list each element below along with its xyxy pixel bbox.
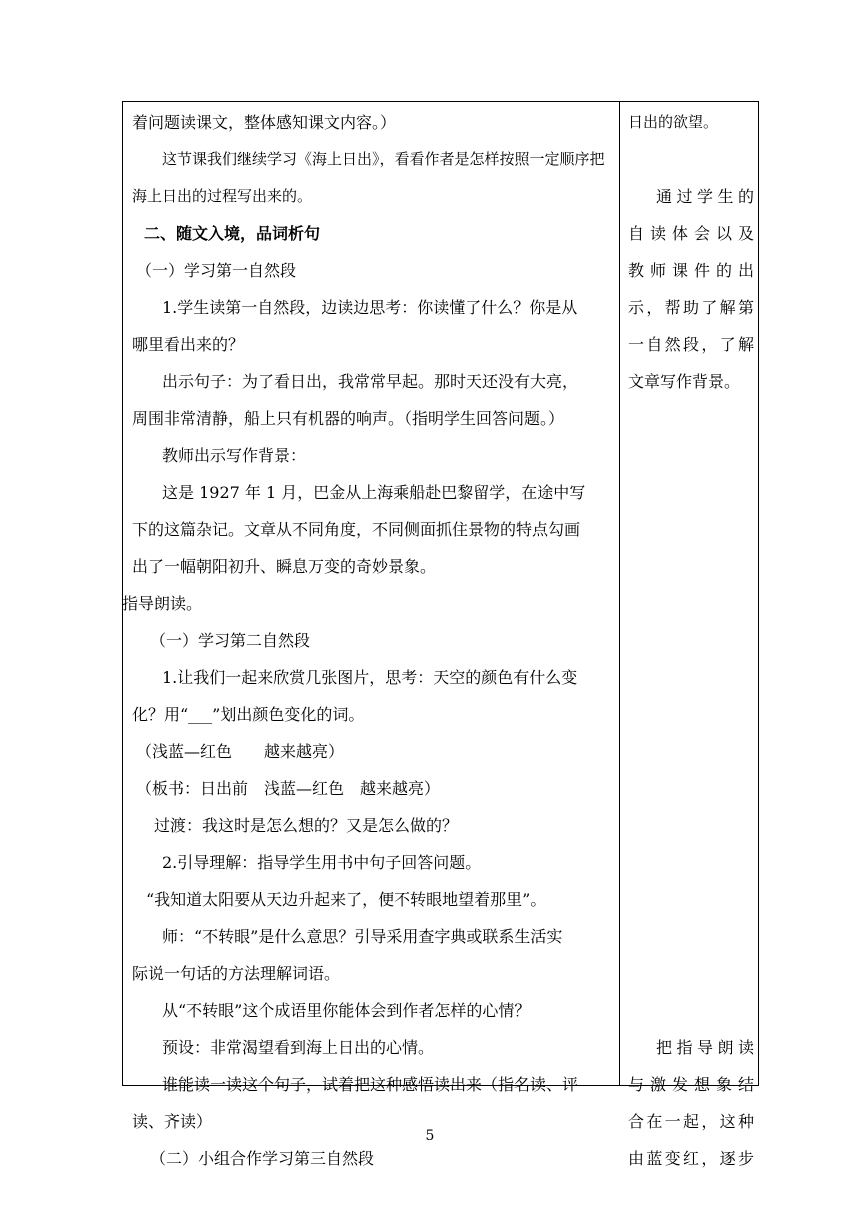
note-line: 日出的欲望。 bbox=[628, 113, 719, 131]
text-line: 海上日出的过程写出来的。 bbox=[132, 187, 313, 205]
text-line: 这节课我们继续学习《海上日出》，看看作者是怎样按照一定顺序把 bbox=[162, 150, 605, 168]
note-line: 自读体会以及 bbox=[628, 224, 754, 243]
text-line: 过渡：我这时是怎么想的？又是怎么做的？ bbox=[154, 816, 459, 835]
text-line: “我知道太阳要从天边升起来了，便不转眼地望着那里”。 bbox=[146, 890, 547, 909]
teaching-process-column bbox=[122, 104, 618, 1177]
page-number: 5 bbox=[425, 1128, 435, 1144]
note-line: 与激发想象结 bbox=[628, 1075, 754, 1094]
note-line: 一自然段，了解 bbox=[628, 335, 754, 354]
text-line: 1.学生读第一自然段，边读边思考：你读懂了什么？你是从 bbox=[162, 298, 578, 317]
text-line: 读、齐读） bbox=[132, 1112, 213, 1131]
text-line: 谁能读一读这个句子，试着把这种感悟读出来（指名读、评 bbox=[162, 1075, 579, 1094]
text-line: 师：“不转眼”是什么意思？引导采用查字典或联系生活实 bbox=[162, 927, 563, 946]
text-line: （一）学习第一自然段 bbox=[136, 261, 297, 280]
text-line: 下的这篇杂记。文章从不同角度，不同侧面抓住景物的特点勾画 bbox=[132, 520, 581, 539]
text-line: 出示句子：为了看日出，我常常早起。那时天还没有大亮， bbox=[162, 372, 579, 391]
text-line: （一）学习第二自然段 bbox=[150, 631, 311, 650]
text-line: 从“不转眼”这个成语里你能体会到作者怎样的心情？ bbox=[162, 1001, 531, 1020]
text-line: （板书：日出前 浅蓝—红色 越来越亮） bbox=[136, 779, 441, 798]
note-line: 通过学生的 bbox=[656, 187, 754, 206]
text-line: 指导朗读。 bbox=[122, 594, 203, 613]
text-line: 二、随文入境，品词析句 bbox=[144, 224, 321, 243]
text-line: 教师出示写作背景： bbox=[162, 446, 307, 465]
note-line: 合在一起，这种 bbox=[628, 1112, 754, 1131]
text-line: （浅蓝—红色 越来越亮） bbox=[136, 742, 345, 761]
note-line: 把指导朗读 bbox=[656, 1038, 754, 1057]
text-line: 着问题读课文，整体感知课文内容。） bbox=[132, 113, 397, 132]
text-line: 这是 1927 年 1 月，巴金从上海乘船赴巴黎留学，在途中写 bbox=[162, 483, 586, 502]
text-line: 际说一句话的方法理解词语。 bbox=[132, 964, 341, 983]
note-line: 示，帮助了解第 bbox=[628, 298, 754, 317]
text-line: 化？用“___”划出颜色变化的词。 bbox=[132, 705, 365, 724]
text-line: 周围非常清静，船上只有机器的响声。（指明学生回答问题。） bbox=[132, 409, 565, 428]
text-line: （二）小组合作学习第三自然段 bbox=[150, 1149, 375, 1168]
column-divider bbox=[619, 101, 620, 1086]
note-line: 由蓝变红，逐步 bbox=[628, 1149, 754, 1168]
text-line: 预设：非常渴望看到海上日出的心情。 bbox=[162, 1038, 435, 1057]
text-line: 1.让我们一起来欣赏几张图片，思考：天空的颜色有什么变 bbox=[162, 668, 578, 687]
text-line: 哪里看出来的？ bbox=[132, 335, 245, 354]
text-line: 出了一幅朝阳初升、瞬息万变的奇妙景象。 bbox=[132, 557, 437, 576]
text-line: 2.引导理解：指导学生用书中句子回答问题。 bbox=[162, 853, 482, 872]
note-line: 文章写作背景。 bbox=[628, 372, 741, 391]
note-line: 教师课件的出 bbox=[628, 261, 754, 280]
